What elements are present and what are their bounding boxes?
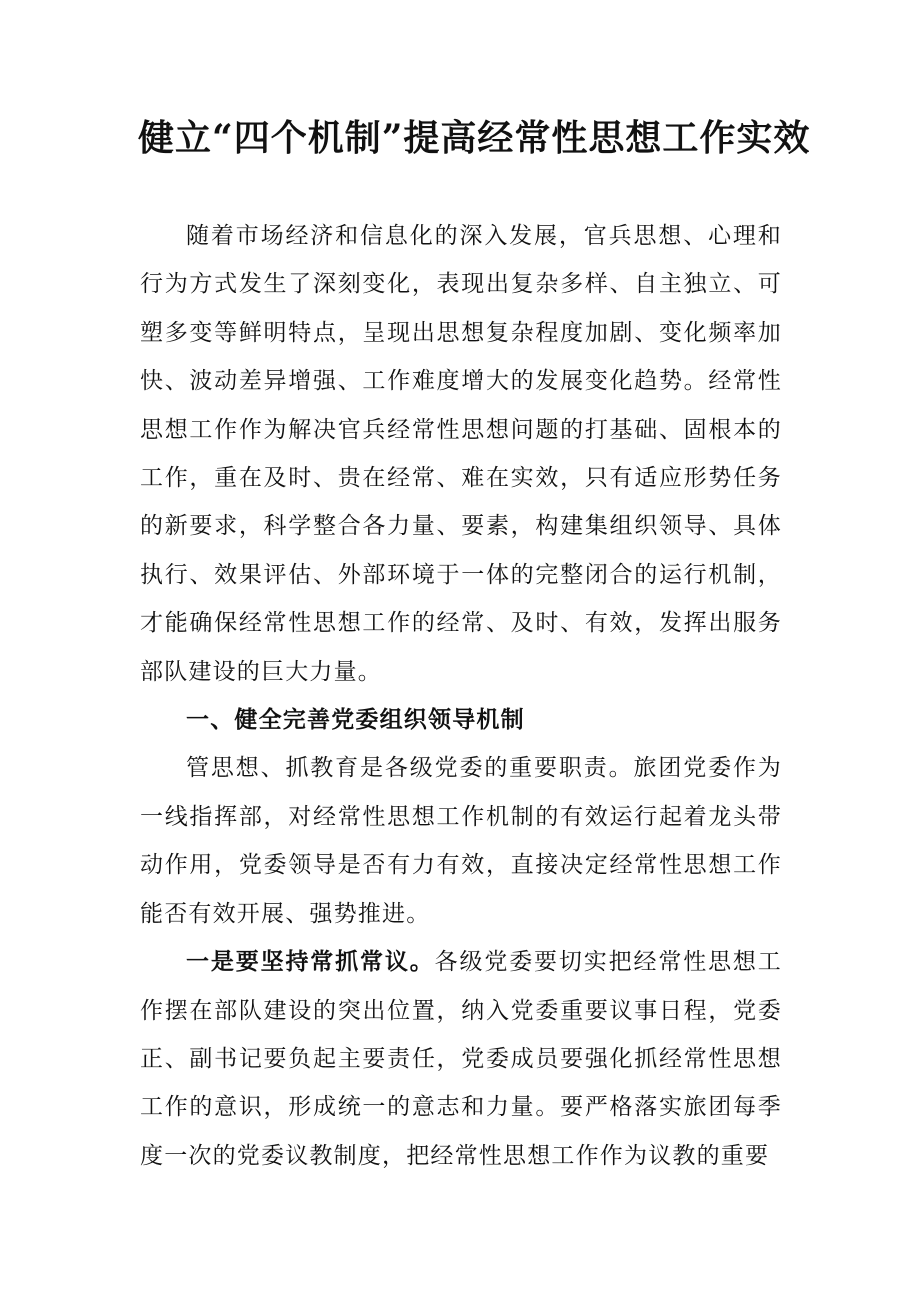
point-1-lead: 一是要坚持常抓常议。 bbox=[186, 948, 435, 976]
intro-paragraph: 随着市场经济和信息化的深入发展，官兵思想、心理和行为方式发生了深刻变化，表现出复杂多样、自主独立、可塑多变等鲜明特点，呈现出思想复杂程度加剧、变化频率加快、波动差异增强、工作难度增大的发展变化趋势。经常性思想工作作为解决官兵经常性思想问题的打基础、固根本的工作，重在及时、贵在经常、难在实效，只有适应形势任务的新要求，科学整合各力量、要素，构建集组织领导、具体执行、效果评估、外部环境于一体的完整闭合的运行机制，才能确保经常性思想工作的经常、及时、有效，发挥出服务部队建设的巨大力量。 bbox=[140, 223, 782, 685]
point-1-paragraph bbox=[140, 938, 782, 1180]
document-body bbox=[140, 212, 782, 1180]
section-1-paragraph: 管思想、抓教育是各级党委的重要职责。旅团党委作为一线指挥部，对经常性思想工作机制的有效运行起着龙头带动作用，党委领导是否有力有效，直接决定经常性思想工作能否有效开展、强势推进。 bbox=[140, 755, 782, 927]
section-heading-1: 一、健全完善党委组织领导机制 bbox=[186, 706, 525, 734]
document-title: 健立“四个机制”提高经常性思想工作实效 bbox=[138, 117, 811, 159]
point-1-text: 各级党委要切实把经常性思想工作摆在部队建设的突出位置，纳入党委重要议事日程，党委正、副书记要负起主要责任，党委成员要强化抓经常性思想工作的意识，形成统一的意志和力量。要严格落实旅团每季度一次的党委议教制度，把经常性思想工作作为议教的重要 bbox=[140, 949, 782, 1169]
